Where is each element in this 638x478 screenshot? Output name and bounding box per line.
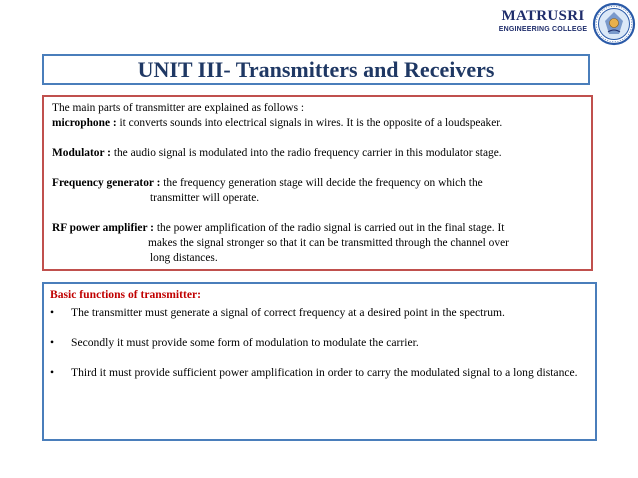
college-name: MATRUSRI: [501, 8, 585, 24]
part-description: the frequency generation stage will decide the frequency on which the: [160, 177, 483, 189]
bullet-icon: •: [50, 366, 55, 379]
bullet-icon: •: [50, 336, 55, 349]
slide-title: UNIT III- Transmitters and Receivers: [137, 56, 495, 82]
part-term: RF power amplifier :: [52, 222, 154, 234]
part-rf-power-amplifier: [52, 221, 583, 236]
function-text: Third it must provide sufficient power amplification in order to carry the modulated signal to a long distance.: [71, 366, 578, 379]
part-description-continued: makes the signal stronger so that it can be transmitted through the channel over: [148, 237, 509, 249]
college-subtitle: ENGINEERING COLLEGE: [498, 26, 588, 33]
part-microphone: [52, 116, 583, 131]
college-seal-icon: [592, 2, 636, 46]
part-description: it converts sounds into electrical signals in wires. It is the opposite of a loudspeaker.: [116, 117, 503, 129]
college-logo-text: [493, 8, 593, 34]
slide-title-box: [42, 54, 590, 85]
parts-intro: The main parts of transmitter are explained as follows :: [52, 102, 305, 114]
part-term: Modulator :: [52, 147, 111, 159]
function-bullet-item: [50, 335, 587, 351]
part-description: the audio signal is modulated into the radio frequency carrier in this modulator stage.: [110, 147, 502, 159]
part-modulator: [52, 146, 583, 161]
function-bullet-item: [50, 365, 587, 381]
basic-functions-box: [42, 282, 597, 441]
transmitter-parts-box: [42, 95, 593, 271]
part-term: microphone :: [52, 117, 117, 129]
function-bullet-item: [50, 305, 587, 321]
function-text: The transmitter must generate a signal of correct frequency at a desired point in the spectrum.: [71, 306, 505, 319]
function-text: Secondly it must provide some form of modulation to modulate the carrier.: [71, 336, 419, 349]
functions-heading: Basic functions of transmitter:: [50, 288, 202, 301]
part-frequency-generator: [52, 176, 583, 191]
part-term: Frequency generator :: [52, 177, 161, 189]
part-description: the power amplification of the radio signal is carried out in the final stage. It: [153, 222, 505, 234]
bullet-icon: •: [50, 306, 55, 319]
part-description-continued: transmitter will operate.: [150, 192, 260, 204]
part-description-continued: long distances.: [150, 252, 218, 264]
